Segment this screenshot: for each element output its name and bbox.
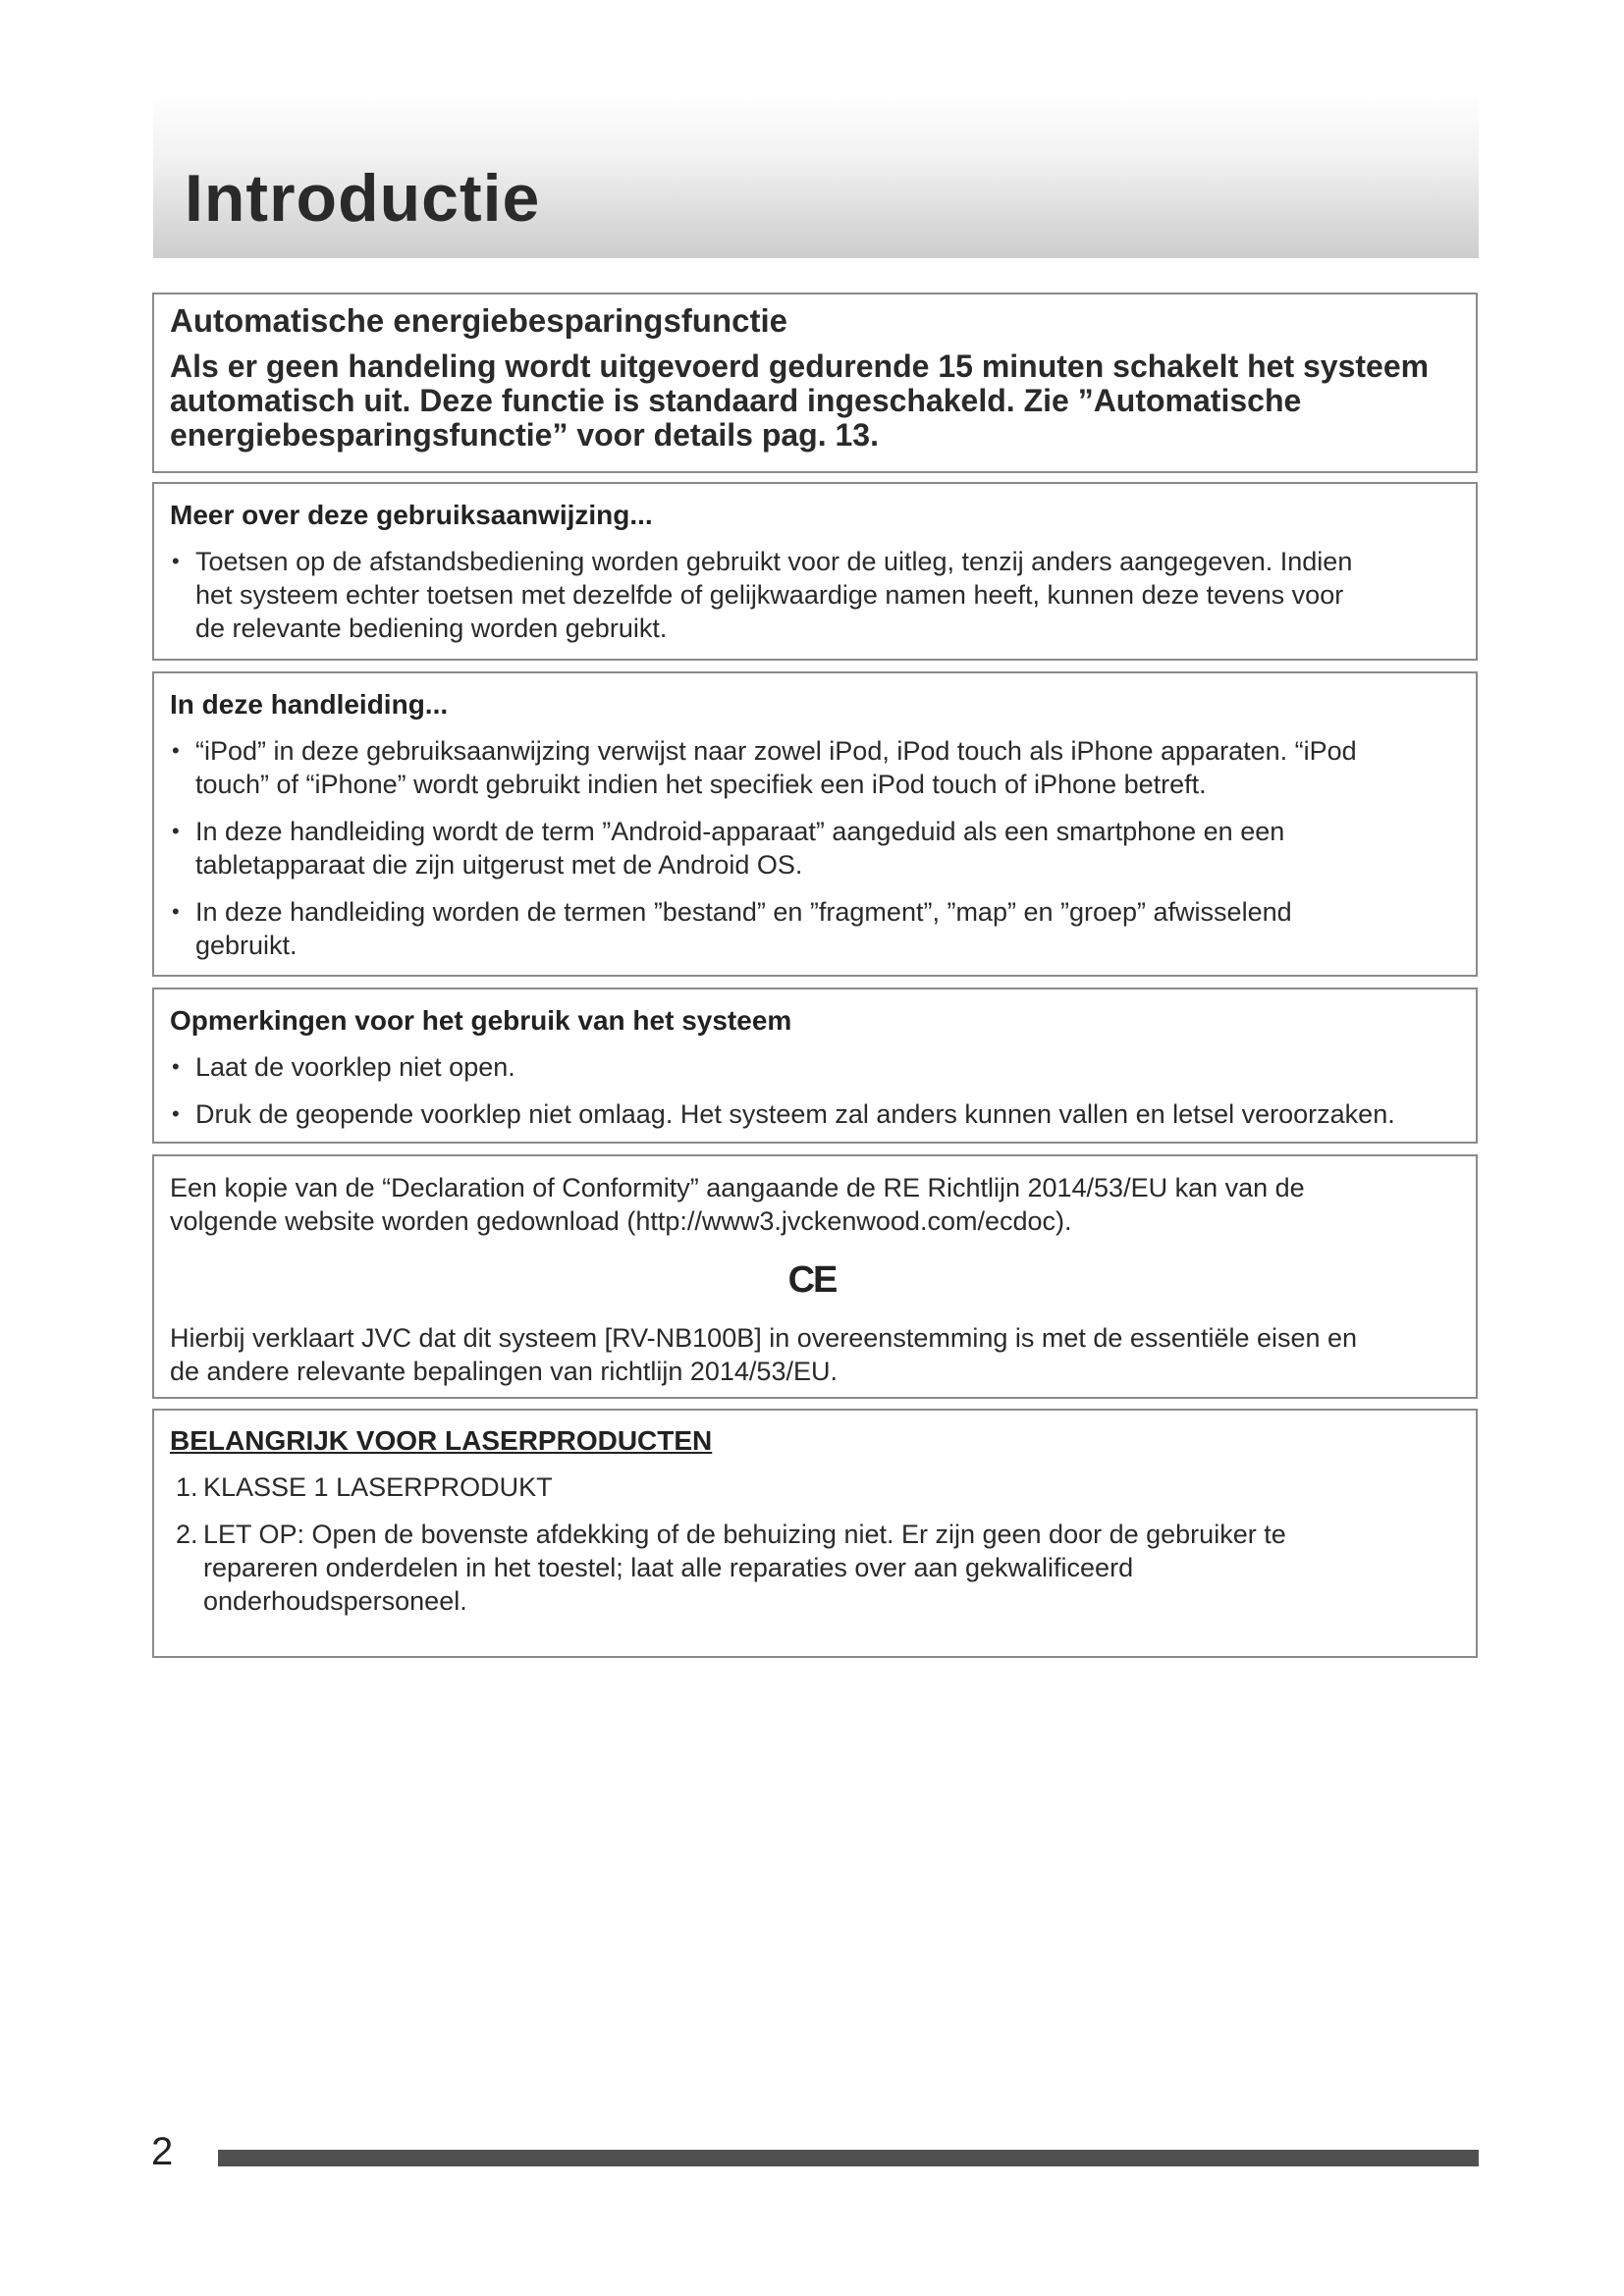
conformity-text: Een kopie van de “Declaration of Conformity” aangaande de RE Richtlijn 2014/53/EU kan van de volgende website worden gedownload (http://www3.jvckenwood.com/ecdoc). xyxy=(170,1173,1305,1236)
energy-saving-title: Automatische energiebesparingsfunctie xyxy=(170,302,787,339)
list-item xyxy=(170,815,1454,881)
list-item xyxy=(170,1097,1454,1131)
list-item-text: “iPod” in deze gebruiksaanwijzing verwijst naar zowel iPod, iPod touch als iPhone apparaten. “iPod touch” of “iPhone” wordt gebruikt indien het specifiek een iPod touch of iPhone betreft. xyxy=(195,736,1357,800)
page-title: Introductie xyxy=(185,161,541,236)
list-item xyxy=(170,1050,1454,1084)
list-item xyxy=(170,1470,1454,1504)
list-item-text: KLASSE 1 LASERPRODUKT xyxy=(203,1472,553,1503)
energy-saving-box xyxy=(152,293,1478,473)
remarks-list xyxy=(170,1050,1454,1131)
declaration-text: Hierbij verklaart JVC dat dit systeem [RV-NB100B] in overeenstemming is met de essentiële eisen en de andere relevante bepalingen van richtlijn 2014/53/EU. xyxy=(170,1323,1358,1386)
list-item xyxy=(170,545,1454,645)
bullet-icon: • xyxy=(172,899,180,925)
conformity-box xyxy=(152,1154,1478,1399)
manual-notes-title: Meer over deze gebruiksaanwijzing... xyxy=(170,500,653,530)
laser-box xyxy=(152,1409,1478,1658)
bullet-icon: • xyxy=(172,1101,180,1127)
manual-notes-box xyxy=(152,482,1478,661)
handleiding-title: In deze handleiding... xyxy=(170,689,449,720)
list-item xyxy=(170,734,1454,801)
list-item xyxy=(170,1518,1454,1618)
page-number: 2 xyxy=(151,2130,174,2173)
bullet-icon: • xyxy=(172,819,180,844)
footer-bar xyxy=(218,2150,1479,2166)
remarks-title: Opmerkingen voor het gebruik van het systeem xyxy=(170,1005,792,1036)
bullet-icon: • xyxy=(172,1054,180,1080)
list-item-text: In deze handleiding worden de termen ”bestand” en ”fragment”, ”map” en ”groep” afwisselend gebruikt. xyxy=(195,897,1292,961)
handleiding-box xyxy=(152,671,1478,977)
list-item-text: Laat de voorklep niet open. xyxy=(195,1052,515,1083)
ce-mark-icon: CE xyxy=(787,1259,837,1301)
list-item-text: Druk de geopende voorklep niet omlaag. Het systeem zal anders kunnen vallen en letsel veroorzaken. xyxy=(195,1099,1395,1130)
list-item-text: LET OP: Open de bovenste afdekking of de behuizing niet. Er zijn geen door de gebruiker te repareren onderdelen in het toestel; laat alle reparaties over aan gekwalificeerd onderhoudspersoneel. xyxy=(203,1520,1286,1617)
manual-notes-list xyxy=(170,545,1454,645)
bullet-icon: • xyxy=(172,549,180,574)
bullet-icon: • xyxy=(172,738,180,764)
laser-list xyxy=(170,1470,1454,1618)
list-item xyxy=(170,895,1454,962)
remarks-box xyxy=(152,988,1478,1144)
energy-saving-text: Als er geen handeling wordt uitgevoerd gedurende 15 minuten schakelt het systeem automatisch uit. Deze functie is standaard ingeschakeld. Zie ”Automatische energiebesparingsfunctie” voor details pag. 13. xyxy=(170,347,1430,453)
list-item-text: In deze handleiding wordt de term ”Android-apparaat” aangeduid als een smartphone en een tabletapparaat die zijn uitgerust met de Android OS. xyxy=(195,817,1285,881)
list-number: 1. xyxy=(176,1472,198,1503)
handleiding-list xyxy=(170,734,1454,962)
laser-title: BELANGRIJK VOOR LASERPRODUCTEN xyxy=(170,1425,713,1456)
list-item-text: Toetsen op de afstandsbediening worden gebruikt voor de uitleg, tenzij anders aangegeven. Indien het systeem echter toetsen met dezelfde of gelijkwaardige namen heeft, kunnen deze tevens voor de relevante bediening worden gebruikt. xyxy=(195,547,1353,644)
list-number: 2. xyxy=(176,1520,198,1550)
